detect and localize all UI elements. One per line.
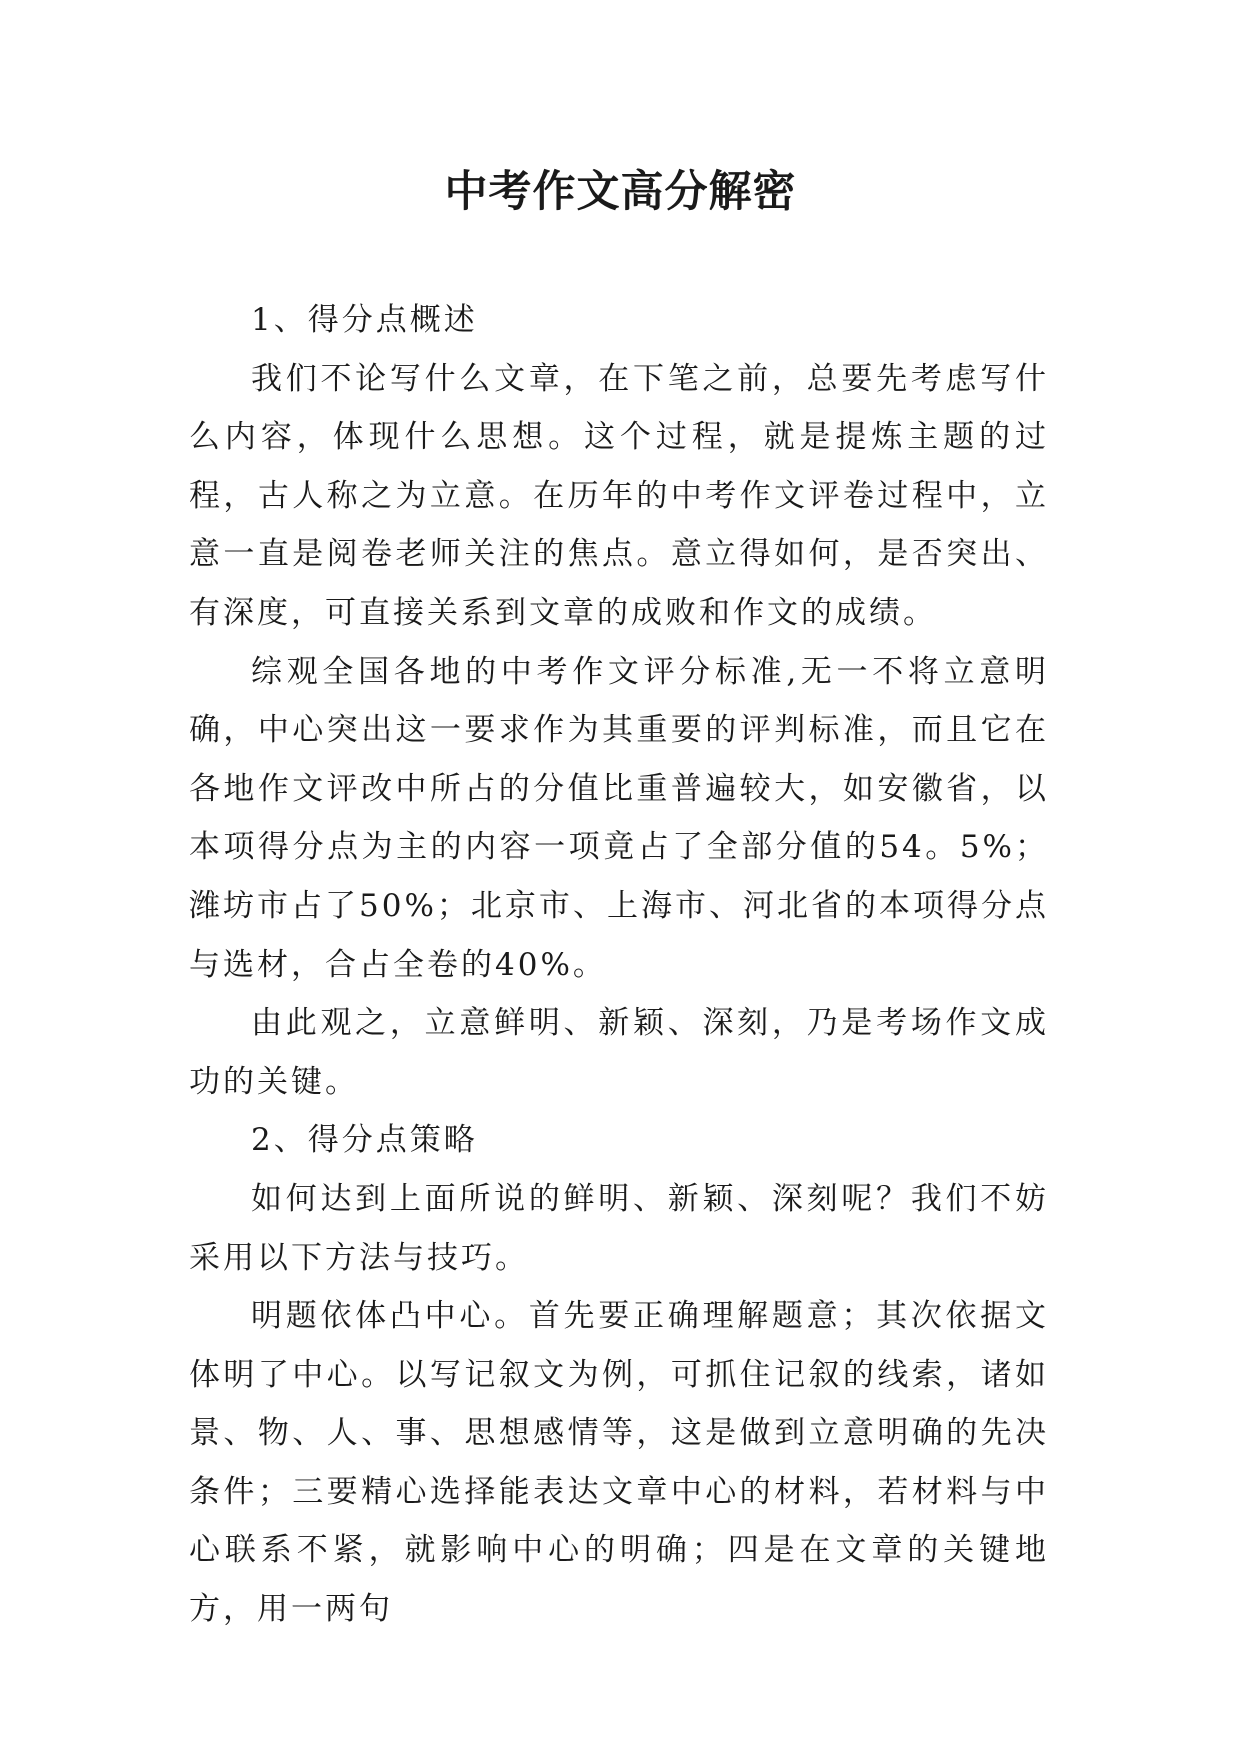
section-heading-overview: 1、得分点概述 [251, 302, 478, 338]
paragraph: 我们不论写什么文章，在下笔之前，总要先考虑写什么内容，体现什么思想。这个过程，就是提炼主题的过程，古人称之为立意。在历年的中考作文评卷过程中，立意一直是阅卷老师关注的焦点。意立得如何，是否突出、有深度，可直接关系到文章的成败和作文的成绩。 [189, 360, 1049, 631]
paragraph: 如何达到上面所说的鲜明、新颖、深刻呢？我们不妨采用以下方法与技巧。 [189, 1180, 1049, 1276]
document-title: 中考作文高分解密 [444, 167, 797, 217]
paragraph: 由此观之，立意鲜明、新颖、深刻，乃是考场作文成功的关键。 [189, 1005, 1049, 1100]
section-heading-strategy: 2、得分点策略 [251, 1122, 478, 1159]
document-body [189, 291, 1049, 1639]
paragraph: 明题依体凸中心。首先要正确理解题意；其次依据文体明了中心。以写记叙文为例，可抓住记叙的线索，诸如景、物、人、事、思想感情等，这是做到立意明确的先决条件；三要精心选择能表达文章中心的材料，若材料与中心联系不紧，就影响中心的明确；四是在文章的关键地方，用一两句 [189, 1298, 1049, 1628]
paragraph: 综观全国各地的中考作文评分标准,无一不将立意明确，中心突出这一要求作为其重要的评判标准，而且它在各地作文评改中所占的分值比重普遍较大，如安徽省，以本项得分点为主的内容一项竟占了全部分值的54。5%；潍坊市占了50%；北京市、上海市、河北省的本项得分点与选材，合占全卷的40%。 [189, 653, 1049, 983]
